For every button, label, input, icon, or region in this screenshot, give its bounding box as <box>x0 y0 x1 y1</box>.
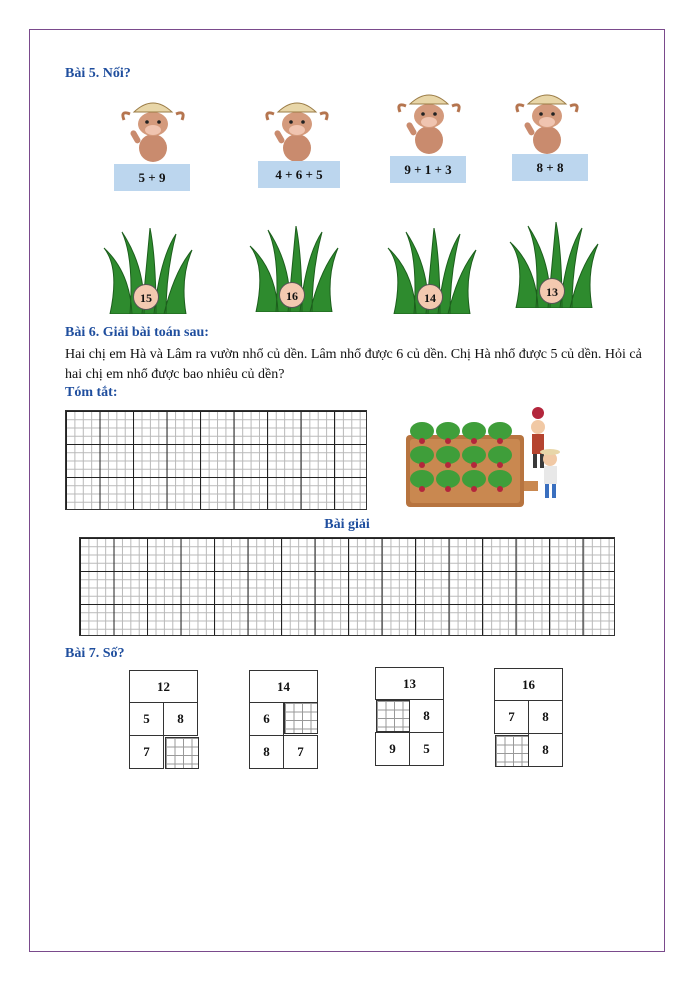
house-cell: 5 <box>129 702 164 736</box>
house-cell: 8 <box>249 735 284 769</box>
bai6-title: Bài 6. Giải bài toán sau: <box>65 325 209 340</box>
summary-label: Tóm tắt: <box>65 385 118 400</box>
house-cell: 5 <box>409 732 444 766</box>
buffalo-mascot-3 <box>394 88 464 156</box>
buffalo-mascot-2 <box>262 96 332 164</box>
house-total: 13 <box>375 667 444 700</box>
answer-blank-cell[interactable] <box>495 735 529 767</box>
number-circle: 15 <box>133 284 159 310</box>
expression-box: 9 + 1 + 3 <box>390 156 466 183</box>
number-circle: 13 <box>539 278 565 304</box>
bai5-title: Bài 5. Nối? <box>65 66 131 81</box>
grass-tuft <box>246 226 342 312</box>
house-cell: 9 <box>375 732 410 766</box>
bai6-problem-text: Hai chị em Hà và Lâm ra vườn nhổ củ dền. Lâm nhổ được 6 củ dền. Chị Hà nhổ được 5 củ dền. Hỏi cả hai chị em nhổ được bao nhiêu củ dền? <box>65 347 642 382</box>
house-cell: 8 <box>409 699 444 733</box>
grass-tuft <box>506 222 602 308</box>
answer-blank-cell[interactable] <box>165 737 199 769</box>
house-cell: 7 <box>283 735 318 769</box>
expression-box: 5 + 9 <box>114 164 190 191</box>
house-total: 12 <box>129 670 198 703</box>
bai7-title: Bài 7. Số? <box>65 646 125 661</box>
house-cell: 8 <box>528 700 563 734</box>
house-cell: 7 <box>494 700 529 734</box>
number-circle: 14 <box>417 284 443 310</box>
answer-blank-cell[interactable] <box>376 700 410 732</box>
solution-label: Bài giải <box>324 517 370 532</box>
house-cell: 8 <box>528 733 563 767</box>
expression-box: 8 + 8 <box>512 154 588 181</box>
house-total: 14 <box>249 670 318 703</box>
house-cell: 8 <box>163 702 198 736</box>
summary-writing-grid[interactable] <box>65 410 367 510</box>
garden-illustration <box>400 405 560 510</box>
solution-writing-grid[interactable] <box>79 537 615 636</box>
house-cell: 7 <box>129 735 164 769</box>
grass-tuft <box>100 228 196 314</box>
house-total: 16 <box>494 668 563 701</box>
expression-box: 4 + 6 + 5 <box>258 161 340 188</box>
buffalo-mascot-4 <box>512 88 582 156</box>
grass-tuft <box>384 228 480 314</box>
number-circle: 16 <box>279 282 305 308</box>
answer-blank-cell[interactable] <box>284 702 318 734</box>
house-cell: 6 <box>249 702 284 736</box>
buffalo-mascot-1 <box>118 96 188 164</box>
